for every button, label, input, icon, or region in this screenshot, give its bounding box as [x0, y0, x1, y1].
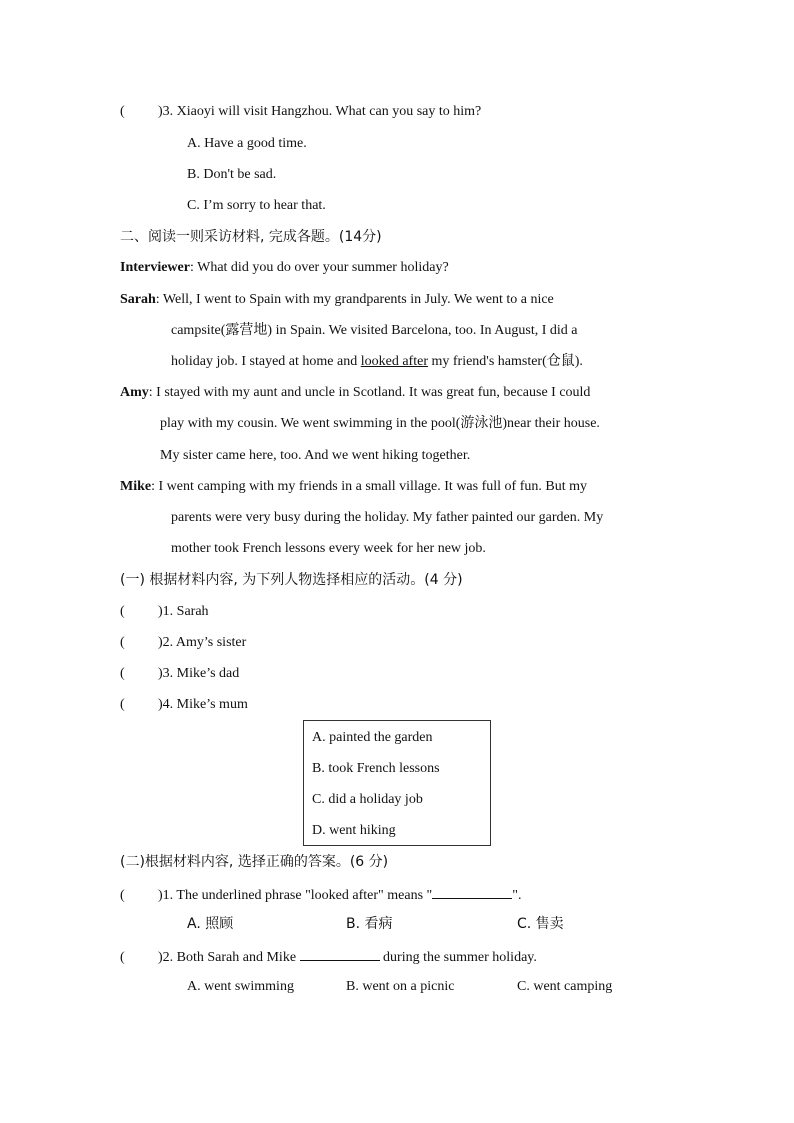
question-text: Xiaoyi will visit Hangzhou. What can you say to him?: [176, 104, 482, 119]
box-option-a: A. painted the garden: [312, 730, 433, 745]
q1-option-c: C. 售卖: [517, 916, 564, 932]
part-a-item-4: [120, 695, 248, 715]
answer-paren[interactable]: (: [120, 950, 125, 965]
option-c: C. I’m sorry to hear that.: [187, 198, 326, 213]
part-b-question-1: [120, 884, 521, 906]
answer-paren[interactable]: (: [120, 604, 125, 619]
box-option-b: B. took French lessons: [312, 761, 440, 776]
answer-blank[interactable]: [432, 884, 512, 899]
text-segment: holiday job. I stayed at home and: [171, 354, 361, 369]
speaker-label: Mike: [120, 479, 152, 494]
speaker-text: : What did you do over your summer holiday?: [189, 260, 449, 275]
option-b: B. Don't be sad.: [187, 167, 277, 182]
part-a-item-1: [120, 602, 209, 622]
q2-option-c: C. went camping: [517, 979, 613, 994]
question-text: during the summer holiday.: [379, 950, 537, 965]
answer-paren: (: [120, 104, 125, 119]
speaker-text: : Well, I went to Spain with my grandparents in July. We went to a nice: [155, 292, 554, 307]
q1-option-a: A. 照顾: [187, 916, 234, 932]
option-a: A. Have a good time.: [187, 136, 307, 151]
box-option-c: C. did a holiday job: [312, 792, 423, 807]
answer-paren[interactable]: (: [120, 697, 125, 712]
box-option-d: D. went hiking: [312, 823, 396, 838]
question-text: ".: [512, 888, 522, 903]
part-b-heading: (二)根据材料内容, 选择正确的答案。(6 分): [120, 854, 389, 870]
sarah-line-1: [120, 290, 554, 310]
activity-options-box: [303, 720, 491, 846]
question-3: [120, 102, 481, 122]
answer-paren[interactable]: (: [120, 888, 125, 903]
q2-option-a: A. went swimming: [187, 979, 294, 994]
question-text: )2. Both Sarah and Mike: [158, 950, 300, 965]
item-text: )2. Amy’s sister: [158, 635, 247, 650]
sarah-line-3: [171, 352, 583, 372]
part-a-item-2: [120, 633, 246, 653]
item-text: )1. Sarah: [158, 604, 209, 619]
text-segment: my friend's hamster(仓鼠).: [427, 354, 583, 369]
item-text: )4. Mike’s mum: [158, 697, 248, 712]
mike-line-3: mother took French lessons every week for her new job.: [171, 541, 486, 556]
part-b-question-2: [120, 946, 537, 968]
item-text: )3. Mike’s dad: [158, 666, 240, 681]
mike-line-2: parents were very busy during the holiday. My father painted our garden. My: [171, 510, 604, 525]
speaker-label: Interviewer: [120, 260, 190, 275]
question-number: )3.: [158, 104, 174, 119]
amy-line-1: [120, 383, 590, 403]
speaker-text: : I stayed with my aunt and uncle in Scotland. It was great fun, because I could: [148, 385, 591, 400]
amy-line-3: My sister came here, too. And we went hiking together.: [160, 448, 471, 463]
answer-blank[interactable]: [300, 946, 380, 961]
speaker-label: Amy: [120, 385, 149, 400]
sarah-line-2: campsite(露营地) in Spain. We visited Barcelona, too. In August, I did a: [171, 323, 578, 338]
interviewer-line: [120, 258, 449, 278]
part-a-item-3: [120, 664, 239, 684]
speaker-label: Sarah: [120, 292, 156, 307]
amy-line-2: play with my cousin. We went swimming in the pool(游泳池)near their house.: [160, 416, 600, 431]
answer-paren[interactable]: (: [120, 635, 125, 650]
underlined-phrase: looked after: [360, 354, 428, 369]
answer-paren[interactable]: (: [120, 666, 125, 681]
question-text: )1. The underlined phrase "looked after" means ": [158, 888, 433, 903]
q2-option-b: B. went on a picnic: [346, 979, 455, 994]
section-heading: 二、阅读一则采访材料, 完成各题。(14分): [120, 229, 382, 245]
mike-line-1: [120, 477, 587, 497]
part-a-heading: (一) 根据材料内容, 为下列人物选择相应的活动。(4 分): [120, 572, 463, 588]
q1-option-b: B. 看病: [346, 916, 393, 932]
speaker-text: : I went camping with my friends in a small village. It was full of fun. But my: [151, 479, 587, 494]
